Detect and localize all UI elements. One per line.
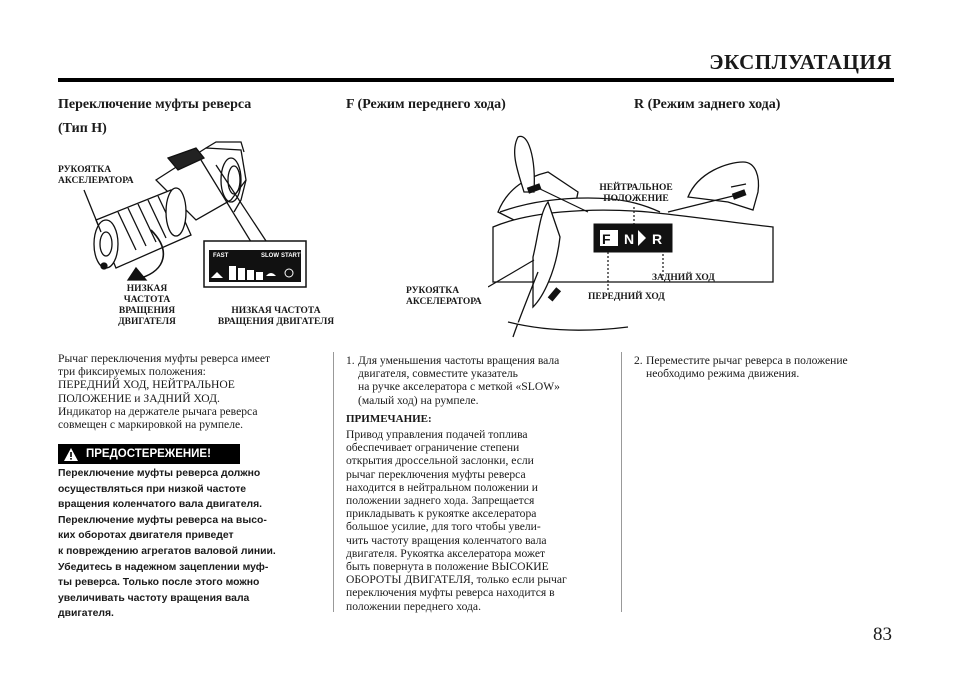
header-rule xyxy=(58,78,894,82)
indicator-letter-n: N xyxy=(624,231,635,247)
warning-text: Переключение муфты реверса должно осуществляться при низкой частоте вращения коленчатого вала двигателя. Переключение муфты реверса на высо- ких оборотах двигателя приведет к повреждению агрегатов валовой линии. Убедитесь в надежном зацеплении муф- ты реверса. Только после этого можно увеличивать частоту вращения вала двигателя. xyxy=(58,468,276,620)
indicator-slow: SLOW xyxy=(261,253,279,259)
note-text: Привод управления подачей топлива обеспечивает ограничение степени открытия дроссельной заслонки, если рычаг переключения муфты реверса находится в нейтральном положении и положении заднего хода. Запрещается прикладывать к рукоятке акселератора большое усилие, для того чтобы увели- чить частоту вращения коленчатого вала двигателя. Рукоятка акселератора может быть повернута в положение ВЫСОКИЕ ОБОРОТЫ ДВИГАТЕЛЯ, только если рычаг переключения муфты реверса находится в положении переднего хода. xyxy=(346,428,567,613)
shift-lever-illustration xyxy=(488,132,778,342)
indicator-start: START xyxy=(281,253,301,259)
note-heading: ПРИМЕЧАНИЕ: xyxy=(346,413,432,425)
indicator-letter-r: R xyxy=(652,231,663,247)
right-item-2: 2. Переместите рычаг реверса в положение необходимо режима движения. xyxy=(634,354,848,381)
warning-icon xyxy=(64,448,78,461)
column-divider-2 xyxy=(621,352,622,612)
left-heading-line2: (Тип H) xyxy=(58,121,107,136)
page-number: 83 xyxy=(873,624,892,645)
middle-heading: F (Режим переднего хода) xyxy=(346,97,506,112)
label-forward: ПЕРЕДНИЙ ХОД xyxy=(588,292,665,302)
label-low-rpm-2: НИЗКАЯ ЧАСТОТА ВРАЩЕНИЯ ДВИГАТЕЛЯ xyxy=(217,306,335,327)
label-throttle-middle: РУКОЯТКА АКСЕЛЕРАТОРА xyxy=(406,286,482,307)
label-throttle-left: РУКОЯТКА АКСЕЛЕРАТОРА xyxy=(58,165,134,186)
page-title: ЭКСПЛУАТАЦИЯ xyxy=(709,50,892,74)
left-heading-line1: Переключение муфты реверса xyxy=(58,97,252,112)
right-heading: R (Режим заднего хода) xyxy=(634,97,781,112)
indicator-fast: FAST xyxy=(213,253,229,259)
left-paragraph: Рычаг переключения муфты реверса имеет три фиксируемых положения: ПЕРЕДНИЙ ХОД, НЕЙТРАЛЬНОЕ ПОЛОЖЕНИЕ и ЗАДНИЙ ХОД. Индикатор на держателе рычага реверса совмещен с маркировкой на румпеле. xyxy=(58,352,271,432)
column-divider-1 xyxy=(333,352,334,612)
label-neutral: НЕЙТРАЛЬНОЕ ПОЛОЖЕНИЕ xyxy=(599,183,673,204)
warning-badge xyxy=(58,444,240,464)
warning-label: ПРЕДОСТЕРЕЖЕНИЕ! xyxy=(86,448,211,460)
indicator-letter-f: F xyxy=(602,231,611,247)
speed-indicator-panel xyxy=(203,240,307,288)
label-low-rpm-1: НИЗКАЯ ЧАСТОТА ВРАЩЕНИЯ ДВИГАТЕЛЯ xyxy=(118,284,176,327)
middle-item-1: 1. Для уменьшения частоты вращения вала двигателя, совместите указатель на ручке акселератора с меткой «SLOW» (малый ход) на румпеле. xyxy=(346,354,560,407)
label-reverse: ЗАДНИЙ ХОД xyxy=(652,273,715,283)
